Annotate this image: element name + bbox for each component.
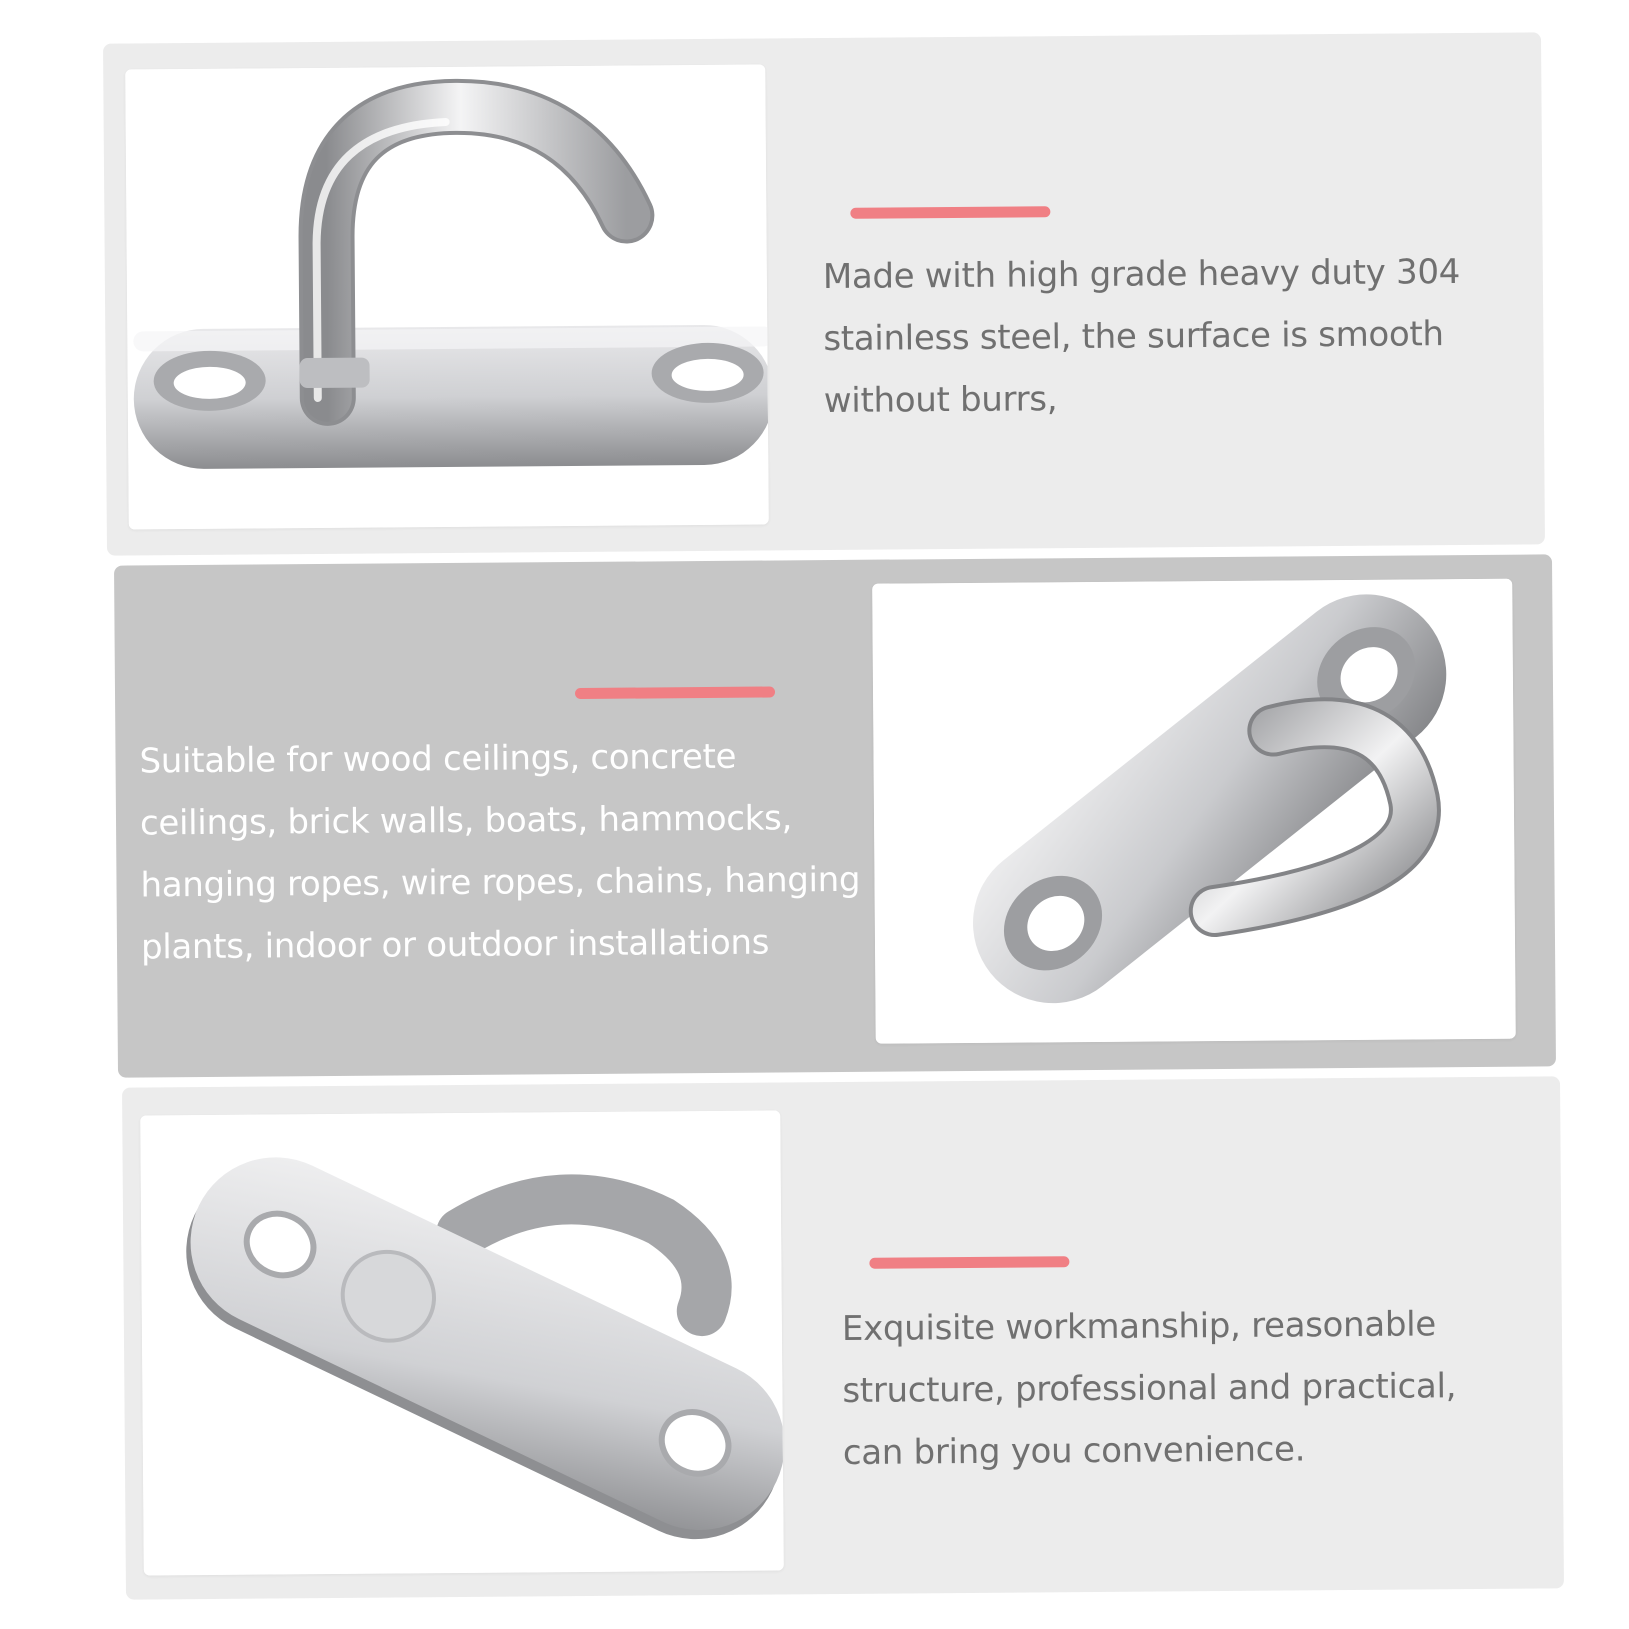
feature-panel-material — [103, 32, 1545, 555]
feature-panel-applications — [114, 554, 1556, 1077]
accent-bar — [575, 686, 775, 699]
accent-bar — [869, 1256, 1069, 1269]
feature-description: Suitable for wood ceilings, concrete ceilings, brick walls, boats, hammocks, hanging ropes, wire ropes, chains, hanging plants, indoor or outdoor installations — [139, 736, 861, 968]
feature-description: Exquisite workmanship, reasonable structure, professional and practical, can bring you convenience. — [841, 1304, 1457, 1474]
feature-panel-workmanship — [122, 1076, 1564, 1599]
hook-angled-view-photo — [872, 579, 1516, 1044]
hook-front-view-photo — [125, 64, 769, 529]
accent-bar — [850, 206, 1050, 219]
feature-description: Made with high grade heavy duty 304 stainless steel, the surface is smooth without burrs, — [822, 252, 1461, 422]
hook-back-view-photo — [140, 1110, 784, 1575]
